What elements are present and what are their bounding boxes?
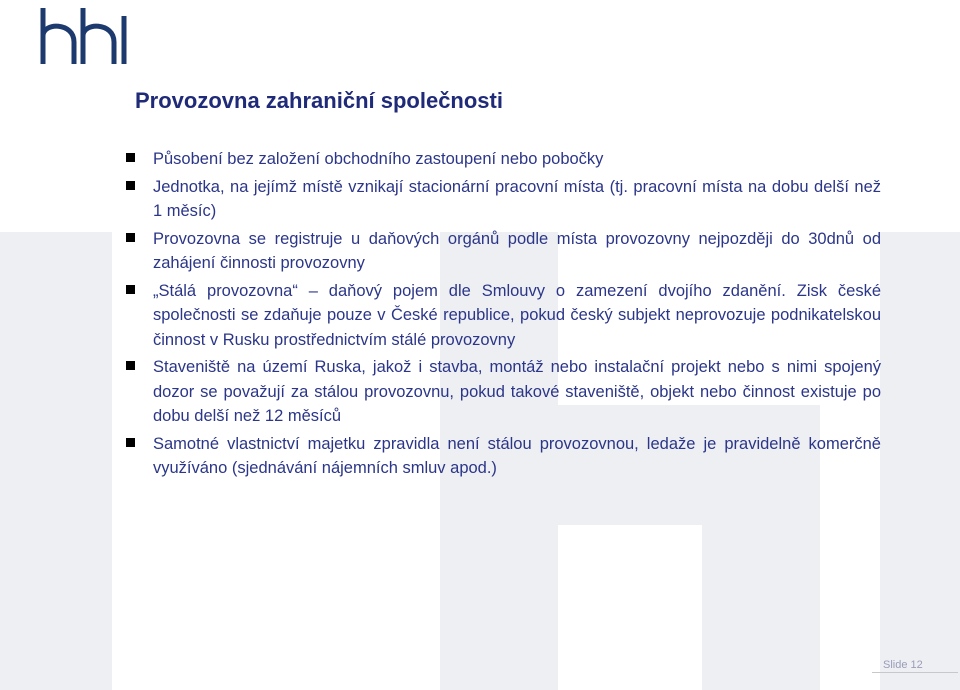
bullet-item: [126, 175, 881, 224]
bullet-marker-icon: [126, 438, 135, 447]
bbh-logo-icon: [38, 6, 130, 70]
bullet-text: Provozovna se registruje u daňových orgánů podle místa provozovny nejpozději do 30dnů od zahájení činnosti provozovny: [153, 229, 881, 272]
bullet-marker-icon: [126, 285, 135, 294]
bullet-item: [126, 279, 881, 353]
bullet-item: [126, 147, 881, 172]
bullet-marker-icon: [126, 181, 135, 190]
bullet-marker-icon: [126, 233, 135, 242]
bullet-text: Staveniště na území Ruska, jakož i stavba, montáž nebo instalační projekt nebo s nimi spojený dozor se považují za stálou provozovnu, pokud takové staveniště, objekt nebo činnost existuje po dobu delší než 12 měsíců: [153, 358, 881, 425]
bullet-text: Působení bez založení obchodního zastoupení nebo pobočky: [153, 150, 604, 168]
bullet-marker-icon: [126, 361, 135, 370]
bullet-text: „Stálá provozovna“ – daňový pojem dle Smlouvy o zamezení dvojího zdanění. Zisk české společnosti se zdaňuje pouze v České republice, pokud český subjekt neprovozuje podnikatelskou činnost v Rusku prostřednictvím stálé provozovny: [153, 281, 881, 349]
bullet-marker-icon: [126, 153, 135, 162]
bullet-text: Jednotka, na jejímž místě vznikají stacionární pracovní místa (tj. pracovní místa na dobu delší než 1 měsíc): [153, 177, 881, 220]
footer-divider: [872, 672, 958, 673]
bullet-item: [126, 432, 881, 481]
bullet-list: [126, 147, 881, 484]
slide-number: Slide 12: [883, 659, 923, 671]
slide-title: Provozovna zahraniční společnosti: [135, 88, 503, 113]
bullet-text: Samotné vlastnictví majetku zpravidla není stálou provozovnou, ledaže je pravidelně komerčně využíváno (sjednávání nájemních smluv apod.): [153, 434, 881, 477]
bullet-item: [126, 227, 881, 276]
bullet-item: [126, 355, 881, 429]
